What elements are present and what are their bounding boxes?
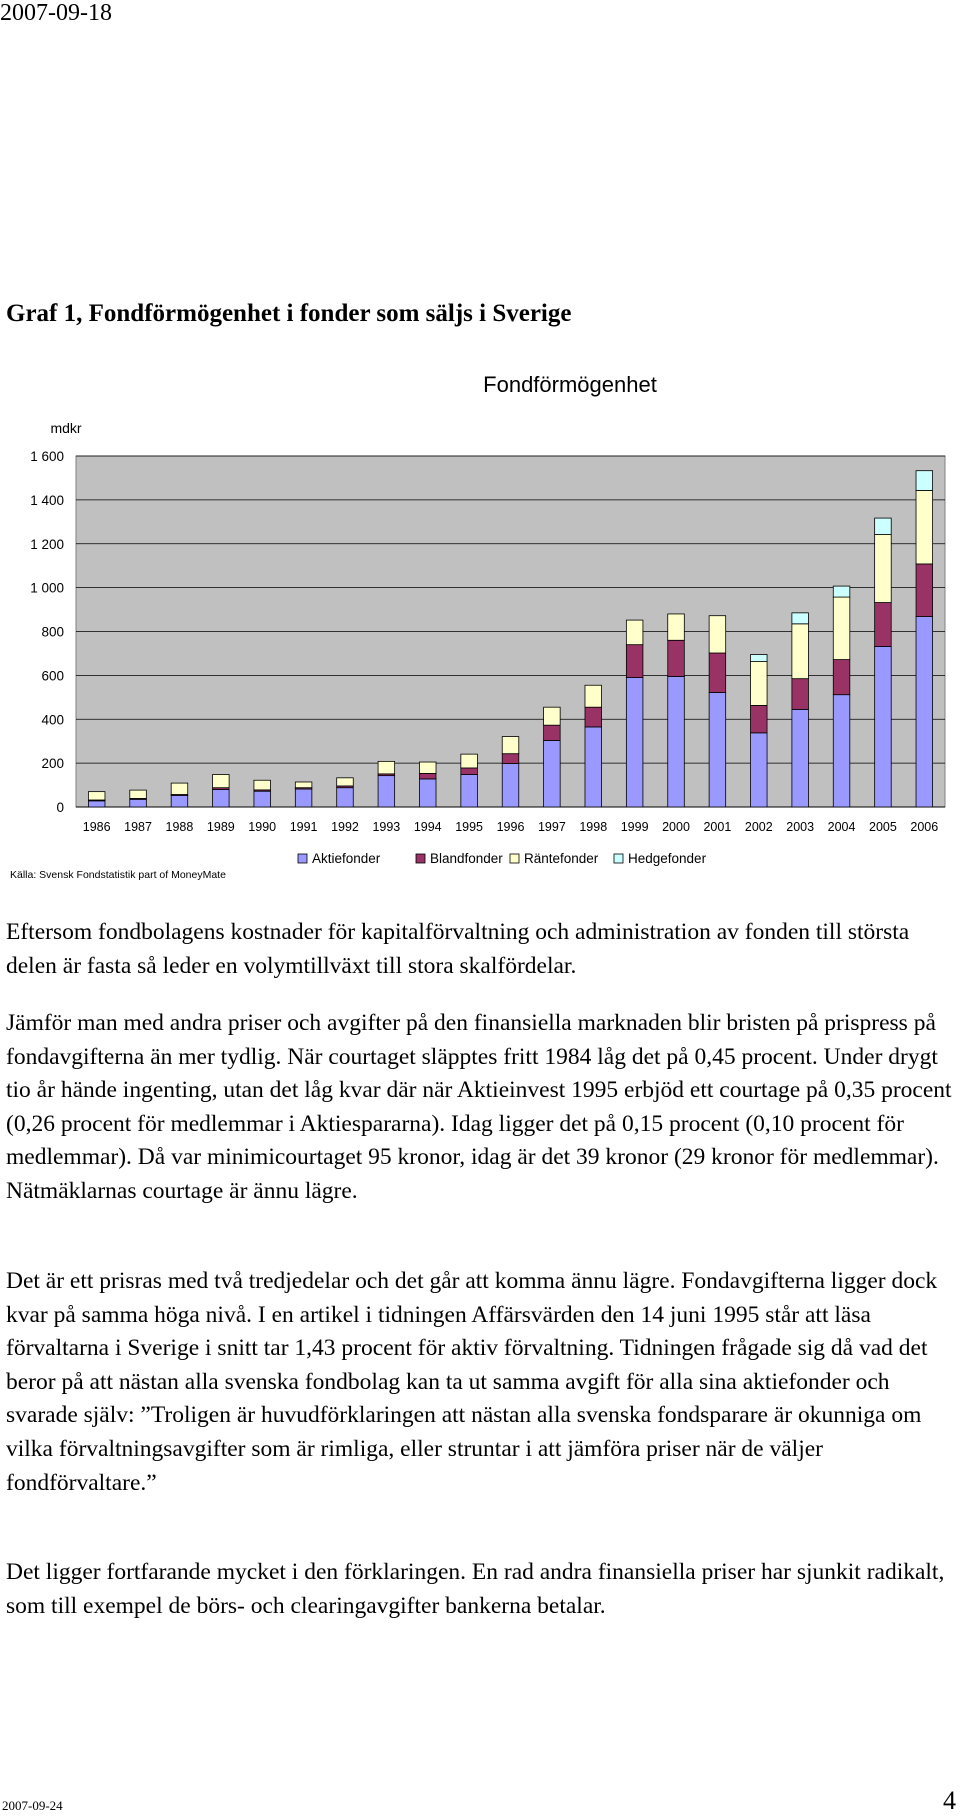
y-tick-label: 0 <box>56 800 64 815</box>
bar-segment <box>875 646 892 807</box>
bar-segment <box>751 662 768 706</box>
legend <box>298 851 707 866</box>
legend-label: Blandfonder <box>430 851 503 866</box>
bar-segment <box>668 676 685 807</box>
x-tick-label: 1996 <box>496 820 525 834</box>
bar-segment <box>751 733 768 807</box>
x-tick-label: 1990 <box>248 820 277 834</box>
page-number: 4 <box>943 1786 956 1815</box>
bar-segment <box>709 653 726 692</box>
x-tick-label: 1997 <box>537 820 566 834</box>
y-axis-label: mdkr <box>50 420 82 436</box>
bar-segment <box>916 564 933 617</box>
legend-label: Hedgefonder <box>628 851 707 866</box>
x-tick-label: 1992 <box>331 820 359 834</box>
paragraph-2: Jämför man med andra priser och avgifter på den finansiella marknaden blir bristen på prispress på fondavgifterna än mer tydlig. När courtaget släpptes fritt 1984 låg det på 0,45 procent. Under drygt tio år hände ingenting, utan det låg kvar där när Aktieinvest 1995 erbjöd ett courtage på 0,35 procent (0,26 procent för medlemmar i Aktiespararna). Idag ligger det på 0,15 procent (0,10 procent för medlemmar). Då var minimicourtaget 95 kronor, idag är det 39 kronor (29 kronor för medlemmar). Nätmäklarnas courtage är ännu lägre. <box>6 1010 952 1204</box>
y-tick-label: 1 600 <box>30 449 64 464</box>
x-tick-label: 1987 <box>124 820 152 834</box>
bar-segment <box>461 754 478 768</box>
bar-segment <box>502 754 519 764</box>
bar-segment <box>88 792 105 800</box>
bar-segment <box>916 471 933 491</box>
bar-segment <box>544 741 561 807</box>
x-tick-label: 1999 <box>620 820 649 834</box>
legend-label: Aktiefonder <box>312 851 381 866</box>
x-tick-label: 2002 <box>744 820 773 834</box>
bar-segment <box>668 640 685 676</box>
page-footer-date: 2007-09-24 <box>2 1798 63 1813</box>
bar-segment <box>419 762 436 773</box>
bar-segment <box>337 788 354 807</box>
bar-segment <box>419 773 436 778</box>
y-tick-label: 1 200 <box>30 536 64 552</box>
x-tick-label: 2004 <box>827 820 856 834</box>
bar-segment <box>626 620 643 645</box>
bar-segment <box>213 789 230 807</box>
bar-segment <box>916 490 933 563</box>
bar-segment <box>585 707 602 727</box>
bar-segment <box>544 707 561 725</box>
y-tick-label: 800 <box>41 624 64 640</box>
bar-segment <box>585 685 602 707</box>
bar-segment <box>213 775 230 788</box>
paragraph-1: Eftersom fondbolagens kostnader för kapitalförvaltning och administration av fonden till största delen är fasta så leder en volymtillväxt till stora skalfördelar. <box>6 919 910 979</box>
bar-segment <box>130 799 147 807</box>
x-tick-label: 2006 <box>910 820 939 834</box>
paragraph-4: Det ligger fortfarande mycket i den förklaringen. En rad andra finansiella priser har sjunkit radikalt, som till exempel de börs- och clearingavgifter bankerna betalar. <box>6 1559 945 1619</box>
bar-segment <box>461 768 478 775</box>
x-tick-label: 1998 <box>579 820 608 834</box>
bar-segment <box>544 725 561 740</box>
x-tick-label: 1986 <box>82 820 111 834</box>
x-tick-label: 1991 <box>289 820 318 834</box>
bar-segment <box>833 586 850 597</box>
bar-segment <box>585 727 602 807</box>
x-tick-label: 1994 <box>413 820 442 834</box>
chart-title: Fondförmögenhet <box>483 372 657 397</box>
bar-segment <box>171 796 188 807</box>
bar-segment <box>792 613 809 624</box>
x-tick-label: 1995 <box>455 820 484 834</box>
figure-heading: Graf 1, Fondförmögenhet i fonder som säljs i Sverige <box>6 300 572 327</box>
bar-segment <box>461 775 478 807</box>
bar-segment <box>337 778 354 786</box>
legend-swatch <box>298 854 307 863</box>
y-tick-label: 1 000 <box>30 580 64 596</box>
bar-segment <box>875 518 892 534</box>
y-tick-label: 1 400 <box>30 492 64 508</box>
x-tick-label: 2000 <box>662 820 690 834</box>
bar-segment <box>875 603 892 647</box>
bar-segment <box>502 737 519 754</box>
stacked-bar-chart <box>0 370 960 900</box>
bar-segment <box>626 645 643 678</box>
x-tick-label: 2003 <box>786 820 815 834</box>
bar-segment <box>792 679 809 710</box>
legend-label: Räntefonder <box>524 851 599 866</box>
bar-segment <box>378 776 395 807</box>
bar-segment <box>833 695 850 807</box>
y-tick-label: 600 <box>41 668 64 684</box>
legend-swatch <box>510 854 519 863</box>
bar-segment <box>709 616 726 653</box>
x-tick-label: 2005 <box>869 820 897 834</box>
plot-area <box>30 449 945 834</box>
y-tick-label: 200 <box>41 756 64 772</box>
bar-segment <box>875 535 892 603</box>
bar-segment <box>419 779 436 807</box>
bar-segment <box>916 617 933 807</box>
bar-segment <box>171 783 188 794</box>
bar-segment <box>709 692 726 807</box>
x-tick-label: 1988 <box>165 820 194 834</box>
x-tick-label: 2001 <box>703 820 732 834</box>
bar-segment <box>626 678 643 807</box>
bar-segment <box>668 614 685 640</box>
bar-segment <box>751 705 768 732</box>
bar-segment <box>792 709 809 807</box>
bar-segment <box>833 597 850 660</box>
y-tick-label: 400 <box>41 712 64 728</box>
bar-segment <box>502 764 519 807</box>
bar-segment <box>295 789 312 807</box>
bar-segment <box>254 791 271 807</box>
bar-segment <box>254 780 271 790</box>
legend-swatch <box>416 854 425 863</box>
x-tick-label: 1993 <box>372 820 401 834</box>
legend-swatch <box>614 854 623 863</box>
paragraph-3: Det är ett prisras med två tredjedelar och det går att komma ännu lägre. Fondavgifterna ligger dock kvar på samma höga nivå. I en artikel i tidningen Affärsvärden den 14 juni 1995 står att läsa förvaltarna i Sverige i snitt tar 1,43 procent för aktiv förvaltning. Tidningen frågade sig då vad det beror på att nästan alla svenska fondbolag kan ta ut samma avgift för alla sina aktiefonder och svarade själv: ”Troligen är huvudförklaringen att nästan alla svenska fondsparare är okunniga om vilka förvaltningsavgifter som är rimliga, eller struntar i att jämföra priser när de väljer fondförvaltare.” <box>6 1268 938 1496</box>
bar-segment <box>295 782 312 788</box>
bar-segment <box>378 761 395 774</box>
bar-segment <box>792 624 809 679</box>
bar-segment <box>88 801 105 807</box>
page-header-date: 2007-09-18 <box>0 0 112 26</box>
x-tick-label: 1989 <box>206 820 235 834</box>
bar-segment <box>751 655 768 662</box>
bar-segment <box>130 790 147 798</box>
source-note: Källa: Svensk Fondstatistik part of MoneyMate <box>10 869 226 881</box>
bar-segment <box>833 660 850 695</box>
